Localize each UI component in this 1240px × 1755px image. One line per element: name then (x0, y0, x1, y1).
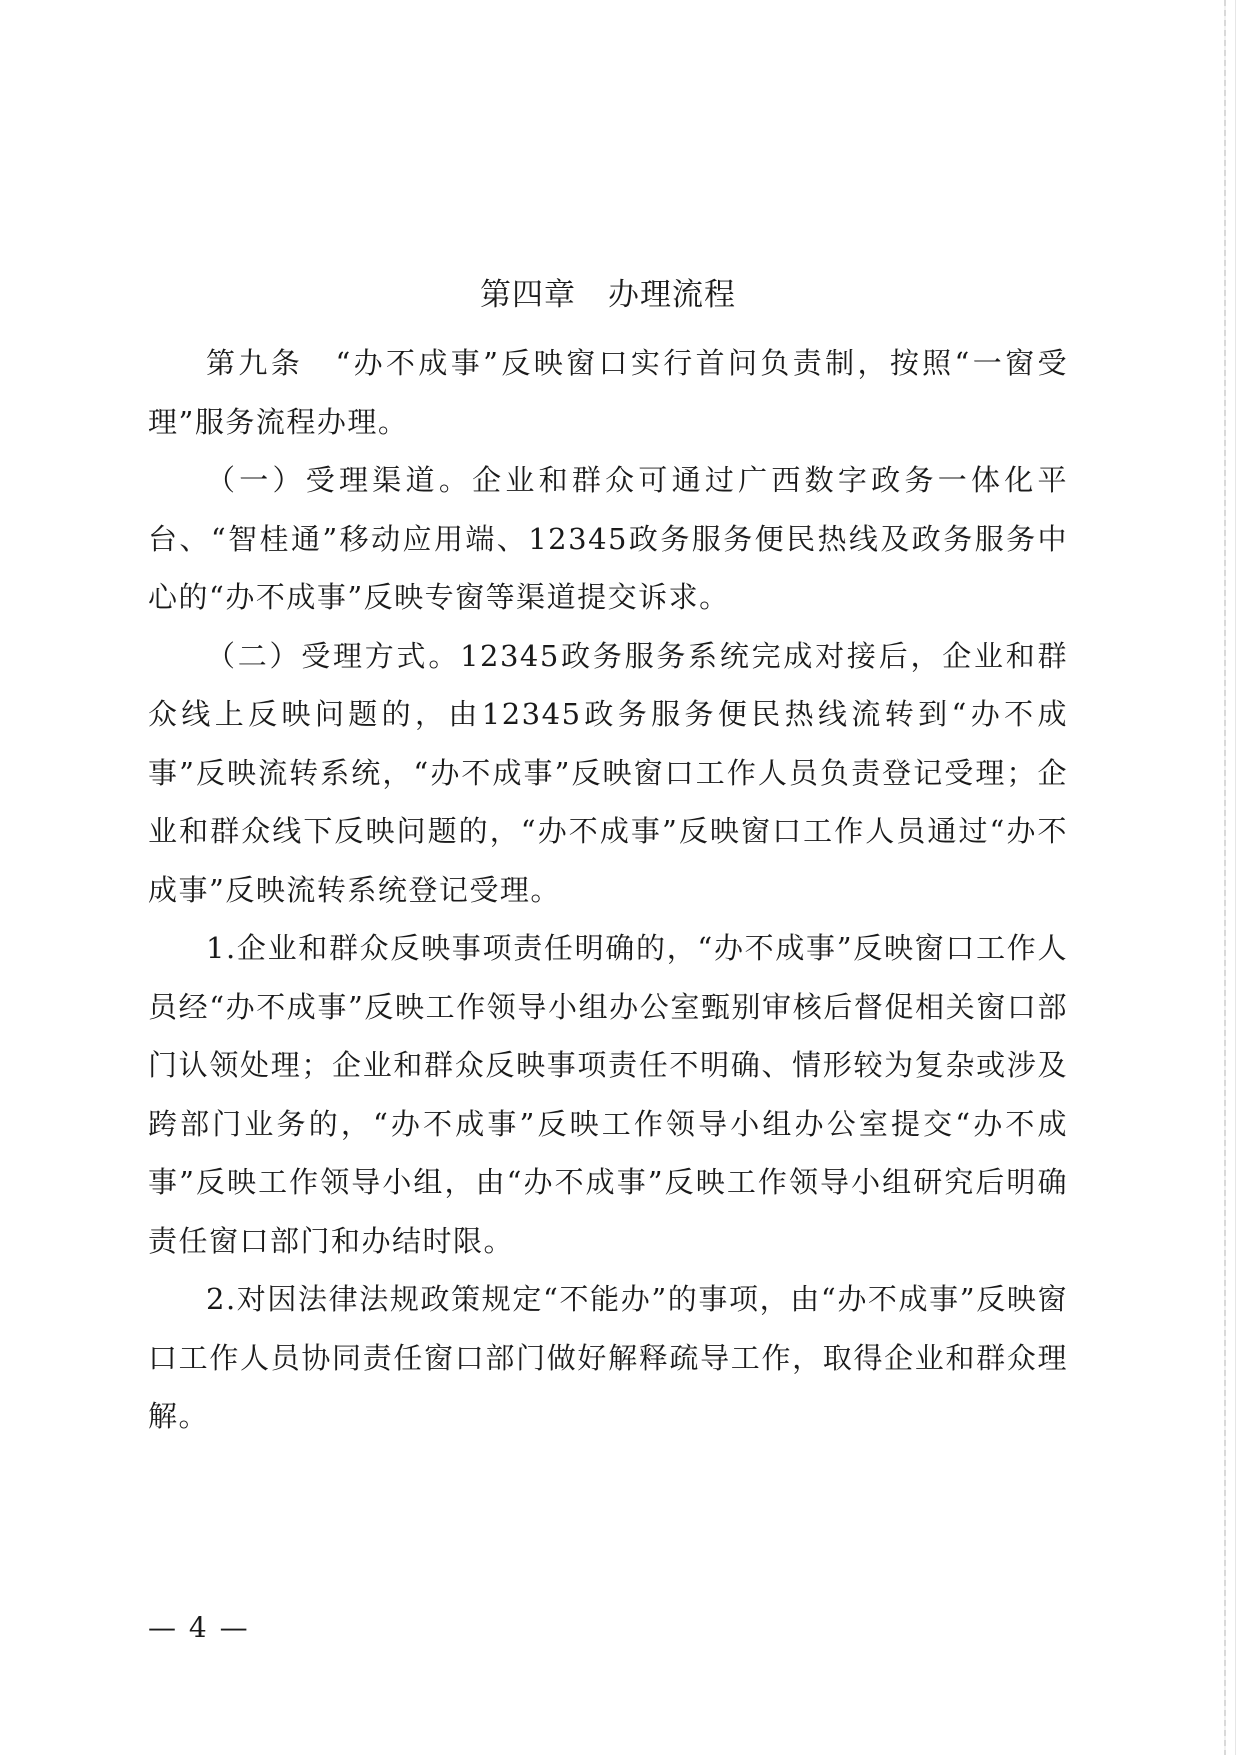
chapter-title: 第四章 办理流程 (480, 277, 736, 313)
acceptance-methods-paragraph: （二）受理方式。12345政务服务系统完成对接后，企业和群众线上反映问题的，由12345政务服务便民热线流转到“办不成事”反映流转系统，“办不成事”反映窗口工作人员负责登记受理；企业和群众线下反映问题的，“办不成事”反映窗口工作人员通过“办不成事”反映流转系统登记受理。 (148, 638, 1068, 907)
item-2-paragraph: 2.对因法律法规政策规定“不能办”的事项，由“办不成事”反映窗口工作人员协同责任窗口部门做好解释疏导工作，取得企业和群众理解。 (148, 1282, 1068, 1433)
acceptance-channels-paragraph: （一）受理渠道。企业和群众可通过广西数字政务一体化平台、“智桂通”移动应用端、12345政务服务便民热线及政务服务中心的“办不成事”反映专窗等渠道提交诉求。 (148, 463, 1068, 614)
document-body (148, 268, 1068, 1446)
item-1-paragraph: 1.企业和群众反映事项责任明确的，“办不成事”反映窗口工作人员经“办不成事”反映工作领导小组办公室甄别审核后督促相关窗口部门认领处理；企业和群众反映事项责任不明确、情形较为复杂或涉及跨部门业务的，“办不成事”反映工作领导小组办公室提交“办不成事”反映工作领导小组，由“办不成事”反映工作领导小组研究后明确责任窗口部门和办结时限。 (148, 931, 1068, 1258)
scan-edge-line (1224, 0, 1226, 1755)
article-9-paragraph: 第九条 “办不成事”反映窗口实行首问负责制，按照“一窗受理”服务流程办理。 (148, 346, 1068, 439)
page-number: — 4 — (148, 1611, 250, 1644)
scan-edge-line-outer (1235, 0, 1236, 1755)
